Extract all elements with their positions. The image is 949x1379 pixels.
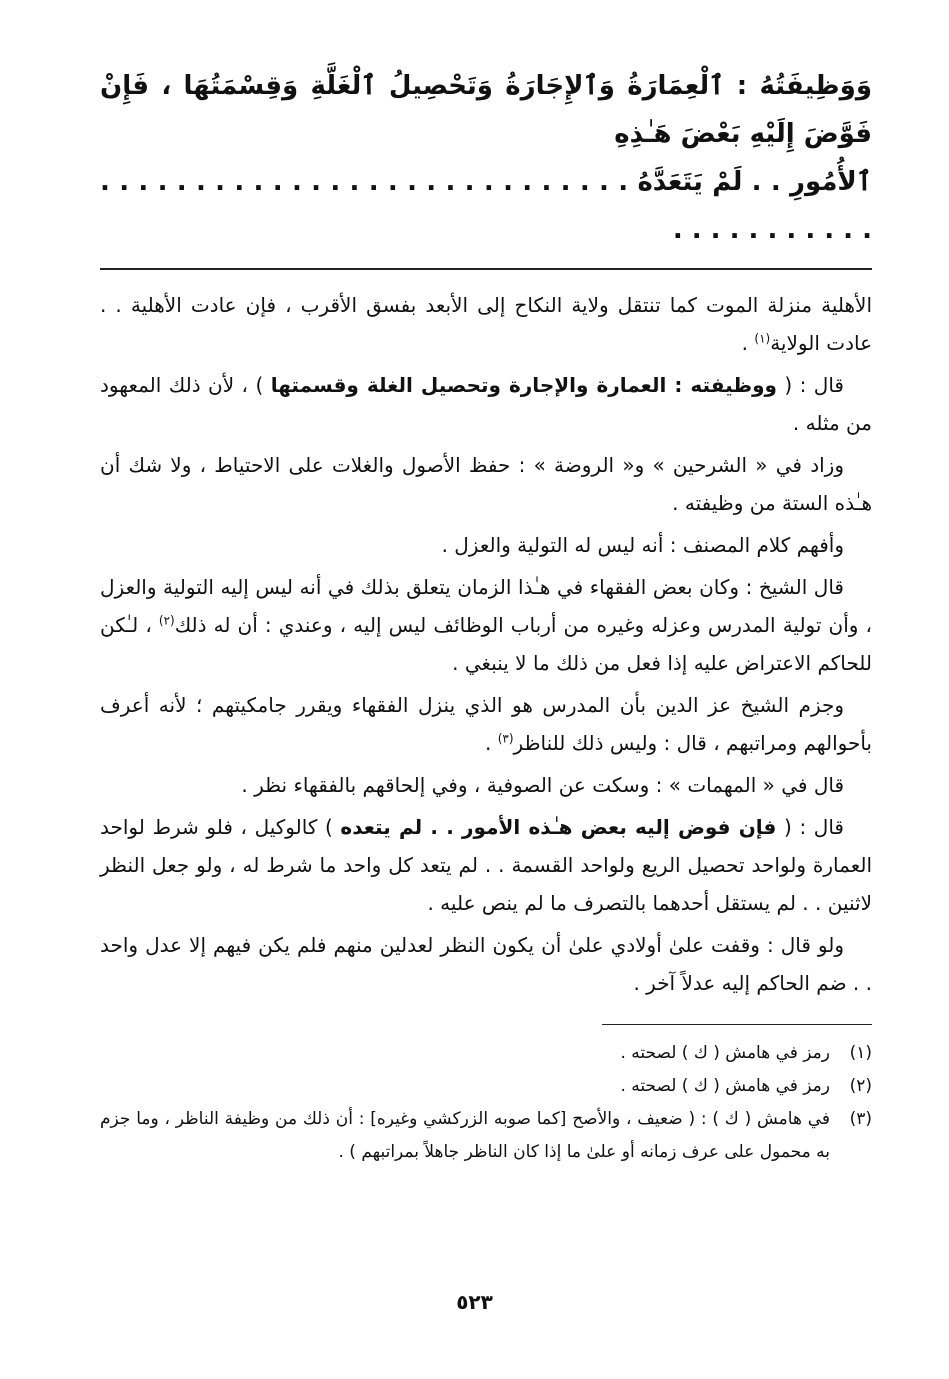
p5-text: قال الشيخ : وكان بعض الفقهاء في هـٰذا الزمان يتعلق بذلك في أنه ليس إليه التولية والعزل ، وأن تولية المدرس وعزله وغيره من أرباب الوظائف ليس إليه ، وعندي : أن له ذلك xyxy=(100,575,872,637)
matn-line-1: وَوَظِيفَتُهُ : ٱلْعِمَارَةُ وَٱلإِجَارَةُ وَتَحْصِيلُ ٱلْغَلَّةِ وَقِسْمَتُهَا ، فَإِنْ فَوَّضَ إِلَيْهِ بَعْضَ هَـٰذِهِ xyxy=(100,71,872,149)
p1-text: الأهلية منزلة الموت كما تنتقل ولاية النكاح إلى الأبعد بفسق الأقرب ، فإن عادت الأهلية . . عادت الولاية xyxy=(100,293,872,355)
commentary-paragraph-6 xyxy=(100,686,872,762)
commentary-paragraph-3: وزاد في « الشرحين » و« الروضة » : حفظ الأصول والغلات على الاحتياط ، ولا شك أن هـٰذه الستة من وظيفته . xyxy=(100,453,872,515)
footnote-3 xyxy=(100,1103,872,1169)
footnote-text: رمز في هامش ( ك ) لصحته . xyxy=(620,1076,830,1096)
footnote-number: (٢) xyxy=(849,1076,872,1096)
commentary-paragraph-1 xyxy=(100,286,872,362)
commentary-paragraph-5 xyxy=(100,568,872,682)
footnote-ref-1[interactable]: (١) xyxy=(754,331,771,346)
commentary-paragraph-9: ولو قال : وقفت علىٰ أولادي علىٰ أن يكون النظر لعدلين منهم فلم يكن فيهم إلا عدل واحد . . ضم الحاكم إليه عدلاً آخر . xyxy=(100,933,872,995)
p2-pre: قال : ( xyxy=(776,373,844,397)
footnote-1 xyxy=(100,1037,872,1070)
footnote-2 xyxy=(100,1070,872,1103)
p1-tail: . xyxy=(741,331,755,355)
footnote-text: في هامش ( ك ) : ( ضعيف ، والأصح [كما صوبه الزركشي وغيره] : أن ذلك من وظيفة الناظر ، وما جزم به محمول على عرف زمانه أو علىٰ ما إذا كان الناظر جاهلاً بمراتبهم ) . xyxy=(100,1109,830,1162)
p2-quoted-matn: ووظيفته : العمارة والإجارة وتحصيل الغلة وقسمتها xyxy=(270,373,777,397)
matn-dots: . . . . . . . . . . . . . . . . . . . . . . . . . . . . . . . . . . . . . . . xyxy=(100,167,872,245)
p5-tail: ، لـٰكن للحاكم الاعتراض عليه إذا فعل من ذلك ما لا ينبغي . xyxy=(100,613,872,675)
matn-line-2-text: ٱلأُمُورِ . . لَمْ يَتَعَدَّهُ xyxy=(637,167,873,197)
commentary-paragraph-7: قال في « المهمات » : وسكت عن الصوفية ، وفي إلحاقهم بالفقهاء نظر . xyxy=(241,773,844,797)
footnotes xyxy=(100,1037,872,1169)
matn-separator xyxy=(100,268,872,270)
footnote-number: (١) xyxy=(849,1043,872,1063)
p2-post: ) ، لأن ذلك المعهود من مثله . xyxy=(100,373,872,435)
matn-line-2 xyxy=(100,158,872,254)
footnote-ref-3[interactable]: (٣) xyxy=(497,731,514,746)
footnote-number: (٣) xyxy=(849,1109,872,1129)
p8-quoted-matn: فإن فوض إليه بعض هـٰذه الأمور . . لم يتعده xyxy=(340,815,777,839)
commentary-paragraph-8 xyxy=(100,808,872,922)
footnote-text: رمز في هامش ( ك ) لصحته . xyxy=(620,1043,830,1063)
commentary-paragraph-2 xyxy=(100,366,872,442)
p8-post: ) كالوكيل ، فلو شرط لواحد العمارة ولواحد تحصيل الريع ولواحد القسمة . . لم يتعد كل واحد ما شرط له ، ولو جعل النظر لاثنين . . لم يستقل أحدهما بالتصرف ما لم ينص عليه . xyxy=(100,815,872,915)
p6-tail: . xyxy=(485,731,498,755)
footnote-separator xyxy=(602,1024,872,1025)
p6-text: وجزم الشيخ عز الدين بأن المدرس هو الذي ينزل الفقهاء ويقرر جامكيتهم ؛ لأنه أعرف بأحوالهم ومراتبهم ، قال : وليس ذلك للناظر xyxy=(100,693,872,755)
matn-text xyxy=(100,62,872,254)
commentary-paragraph-4: وأفهم كلام المصنف : أنه ليس له التولية والعزل . xyxy=(441,533,844,557)
page-number: ٥٢٣ xyxy=(456,1290,493,1314)
page-body xyxy=(100,62,872,1169)
p8-pre: قال : ( xyxy=(776,815,844,839)
footnote-ref-2[interactable]: (٢) xyxy=(158,613,175,628)
commentary xyxy=(100,286,872,1002)
